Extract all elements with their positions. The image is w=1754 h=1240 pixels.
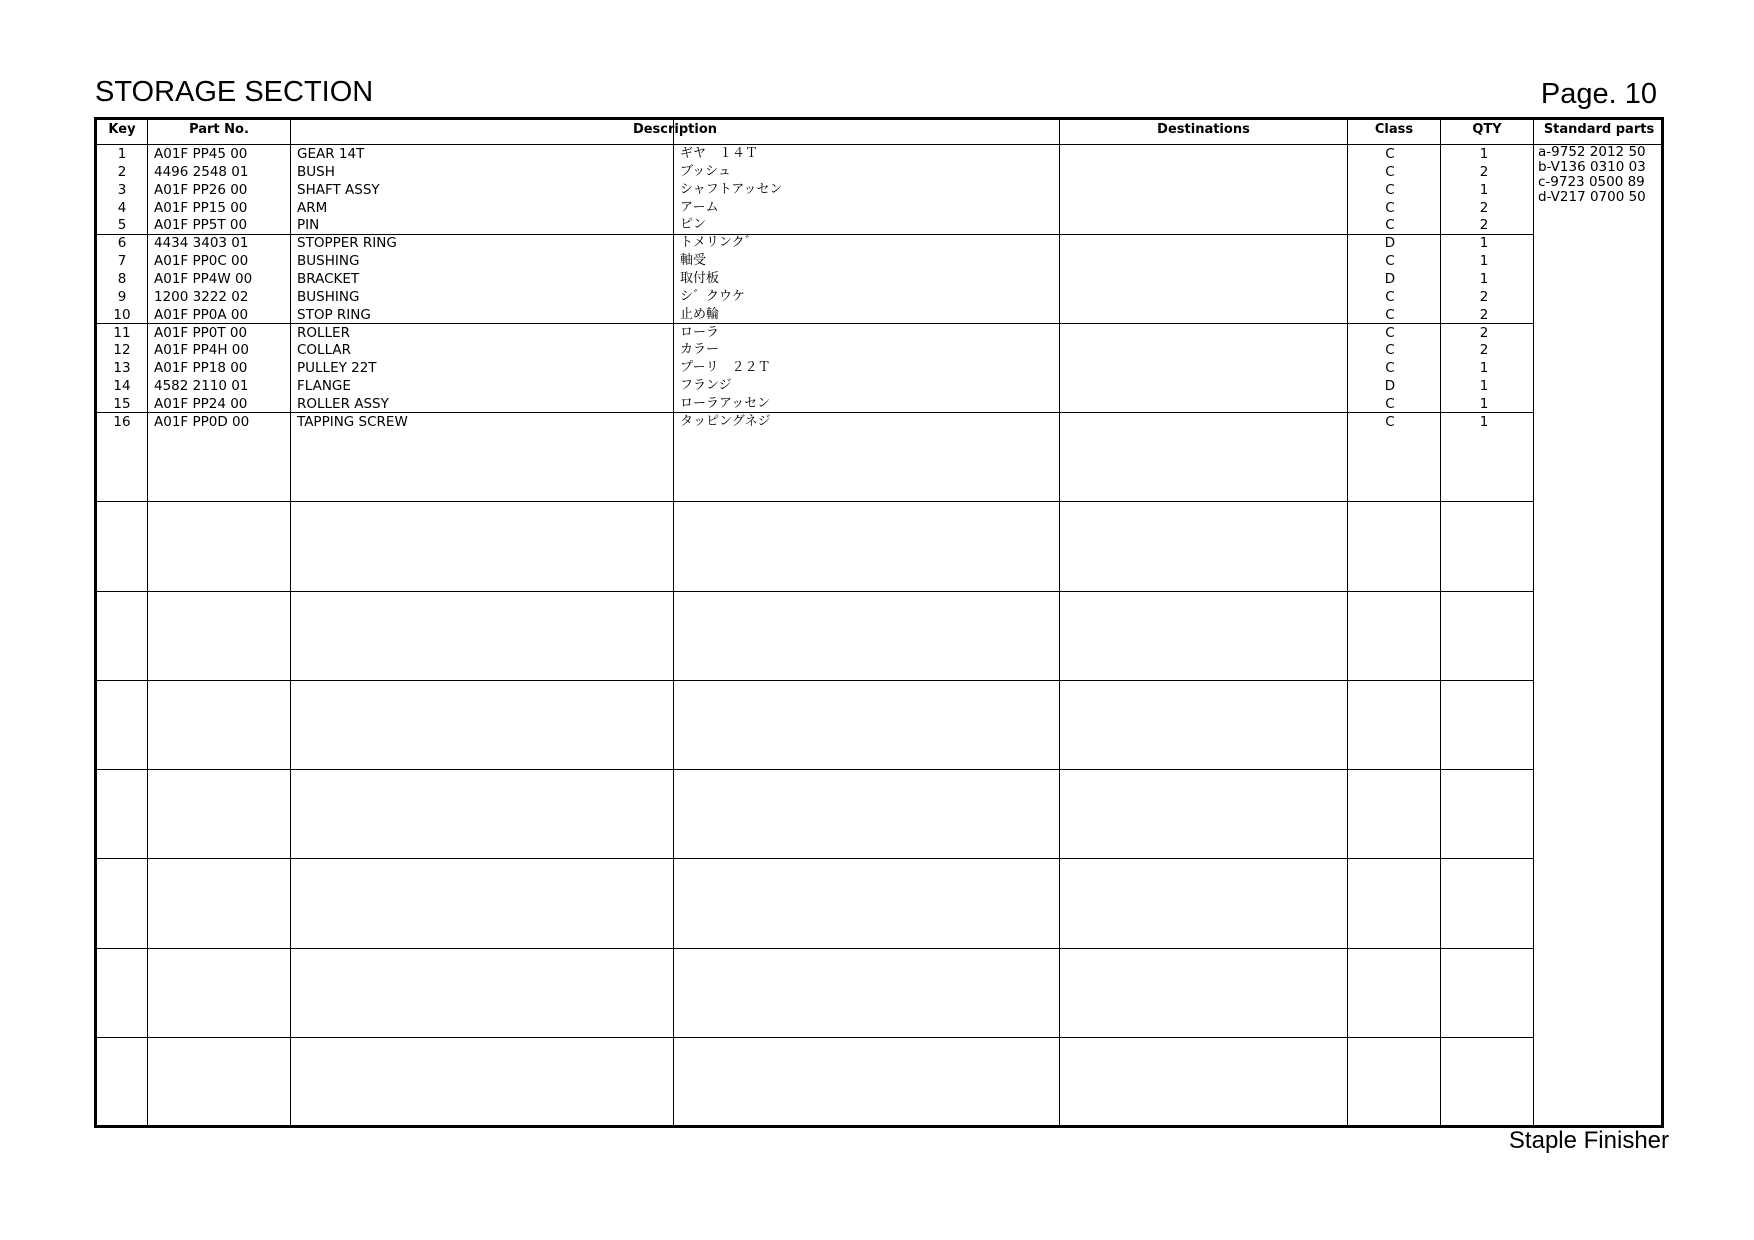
qty-cell: 1 <box>1479 378 1489 395</box>
page-number: Page. 10 <box>1540 78 1657 110</box>
description-jp-cell: アーム <box>680 199 719 215</box>
group-rule <box>96 1037 1533 1038</box>
part-no-cell: A01F PP4H 00 <box>154 342 249 359</box>
part-no-cell: 4496 2548 01 <box>154 163 249 180</box>
key-cell: 2 <box>117 163 127 180</box>
description-cell: BUSH <box>297 163 335 180</box>
class-cell: C <box>1385 199 1395 216</box>
section-title: STORAGE SECTION <box>95 76 374 108</box>
description-cell: BUSHING <box>297 253 360 270</box>
class-cell: C <box>1385 163 1395 180</box>
column-rule <box>1347 118 1348 1126</box>
standard-part-a: a-9752 2012 50 <box>1538 144 1646 160</box>
column-rule <box>673 118 674 1126</box>
qty-cell: 2 <box>1479 199 1489 216</box>
description-cell: STOP RING <box>297 306 371 323</box>
description-jp-cell: シャフトアッセン <box>680 181 783 197</box>
part-no-cell: A01F PP26 00 <box>154 181 248 198</box>
key-cell: 8 <box>117 270 127 287</box>
class-cell: D <box>1384 378 1396 395</box>
col-header-part-no: Part No. <box>189 122 249 137</box>
qty-cell: 1 <box>1479 235 1489 252</box>
qty-cell: 2 <box>1479 163 1489 180</box>
group-rule <box>96 858 1533 859</box>
class-cell: C <box>1385 217 1395 234</box>
description-jp-cell: ピン <box>680 217 707 233</box>
part-no-cell: A01F PP0D 00 <box>154 413 250 430</box>
class-cell: D <box>1384 235 1396 252</box>
col-header-standard-parts: Standard parts <box>1543 122 1655 137</box>
class-cell: C <box>1385 253 1395 270</box>
key-cell: 12 <box>113 342 131 359</box>
description-cell: PULLEY 22T <box>297 360 377 377</box>
key-cell: 11 <box>113 324 131 341</box>
qty-cell: 1 <box>1479 413 1489 430</box>
col-header-description: Description <box>632 122 718 137</box>
key-cell: 6 <box>117 235 127 252</box>
qty-cell: 1 <box>1479 146 1489 162</box>
col-header-qty: QTY <box>1472 122 1502 137</box>
class-cell: C <box>1385 146 1395 162</box>
part-no-cell: A01F PP18 00 <box>154 360 248 377</box>
description-cell: PIN <box>297 217 320 234</box>
qty-cell: 1 <box>1479 253 1489 270</box>
qty-cell: 1 <box>1479 360 1489 377</box>
class-cell: C <box>1385 181 1395 198</box>
column-rule <box>1440 118 1441 1126</box>
part-no-cell: A01F PP24 00 <box>154 395 248 412</box>
key-cell: 14 <box>113 378 131 395</box>
part-no-cell: A01F PP0C 00 <box>154 253 249 270</box>
group-rule <box>96 591 1533 592</box>
description-jp-cell: 取付板 <box>680 270 720 286</box>
class-cell: C <box>1385 342 1395 359</box>
description-jp-cell: 軸受 <box>680 253 707 269</box>
description-cell: ROLLER ASSY <box>297 395 389 412</box>
group-rule <box>96 948 1533 949</box>
key-cell: 7 <box>117 253 127 270</box>
description-cell: BRACKET <box>297 270 360 287</box>
document-footer: Staple Finisher <box>1508 1127 1669 1154</box>
group-rule <box>96 769 1533 770</box>
key-cell: 15 <box>113 395 131 412</box>
key-cell: 10 <box>113 306 131 323</box>
description-cell: FLANGE <box>297 378 351 395</box>
group-rule <box>96 501 1533 502</box>
description-jp-cell: シ゛クウケ <box>680 288 746 304</box>
group-rule <box>96 680 1533 681</box>
description-jp-cell: プーリ ２２Ｔ <box>680 360 771 376</box>
description-cell: STOPPER RING <box>297 235 397 252</box>
part-no-cell: A01F PP0T 00 <box>154 324 248 341</box>
column-rule <box>1059 118 1060 1126</box>
class-cell: C <box>1385 395 1395 412</box>
qty-cell: 1 <box>1479 270 1489 287</box>
qty-cell: 2 <box>1479 342 1489 359</box>
class-cell: C <box>1385 288 1395 305</box>
part-no-cell: 4434 3403 01 <box>154 235 249 252</box>
description-jp-cell: トメリンク゛ <box>680 235 758 251</box>
part-no-cell: A01F PP0A 00 <box>154 306 249 323</box>
qty-cell: 2 <box>1479 324 1489 341</box>
class-cell: C <box>1385 324 1395 341</box>
standard-part-c: c-9723 0500 89 <box>1538 174 1645 190</box>
description-jp-cell: フランジ <box>680 378 732 394</box>
class-cell: C <box>1385 413 1395 430</box>
description-jp-cell: カラー <box>680 342 720 358</box>
description-cell: GEAR 14T <box>297 146 365 162</box>
col-header-class: Class <box>1374 122 1414 137</box>
key-cell: 3 <box>117 181 127 198</box>
col-header-key: Key <box>108 122 136 137</box>
description-cell: ARM <box>297 199 328 216</box>
part-no-cell: A01F PP15 00 <box>154 199 248 216</box>
key-cell: 9 <box>117 288 127 305</box>
key-cell: 5 <box>117 217 127 234</box>
key-cell: 4 <box>117 199 127 216</box>
description-cell: SHAFT ASSY <box>297 181 380 198</box>
description-cell: BUSHING <box>297 288 360 305</box>
key-cell: 1 <box>117 146 127 162</box>
key-cell: 16 <box>113 413 131 430</box>
description-jp-cell: タッピングネジ <box>680 413 771 429</box>
class-cell: C <box>1385 306 1395 323</box>
class-cell: D <box>1384 270 1396 287</box>
column-rule <box>290 118 291 1126</box>
description-jp-cell: ローラアッセン <box>680 395 771 411</box>
part-no-cell: A01F PP45 00 <box>154 146 248 162</box>
key-cell: 13 <box>113 360 131 377</box>
qty-cell: 1 <box>1479 181 1489 198</box>
qty-cell: 2 <box>1479 306 1489 323</box>
description-jp-cell: 止め輪 <box>680 306 720 322</box>
description-jp-cell: ローラ <box>680 324 720 340</box>
header-rule <box>96 144 1662 145</box>
qty-cell: 1 <box>1479 395 1489 412</box>
part-no-cell: 4582 2110 01 <box>154 378 249 395</box>
part-no-cell: 1200 3222 02 <box>154 288 249 305</box>
description-jp-cell: ギヤ １４Ｔ <box>680 146 759 161</box>
part-no-cell: A01F PP4W 00 <box>154 270 253 287</box>
qty-cell: 2 <box>1479 217 1489 234</box>
col-header-destinations: Destinations <box>1157 122 1250 137</box>
column-rule <box>1533 118 1534 1126</box>
standard-part-d: d-V217 0700 50 <box>1538 189 1646 205</box>
description-cell: TAPPING SCREW <box>297 413 408 430</box>
column-rule <box>147 118 148 1126</box>
part-no-cell: A01F PP5T 00 <box>154 217 248 234</box>
class-cell: C <box>1385 360 1395 377</box>
standard-part-b: b-V136 0310 03 <box>1538 159 1646 175</box>
description-cell: COLLAR <box>297 342 352 359</box>
description-cell: ROLLER <box>297 324 350 341</box>
qty-cell: 2 <box>1479 288 1489 305</box>
description-jp-cell: ブッシュ <box>680 163 731 179</box>
